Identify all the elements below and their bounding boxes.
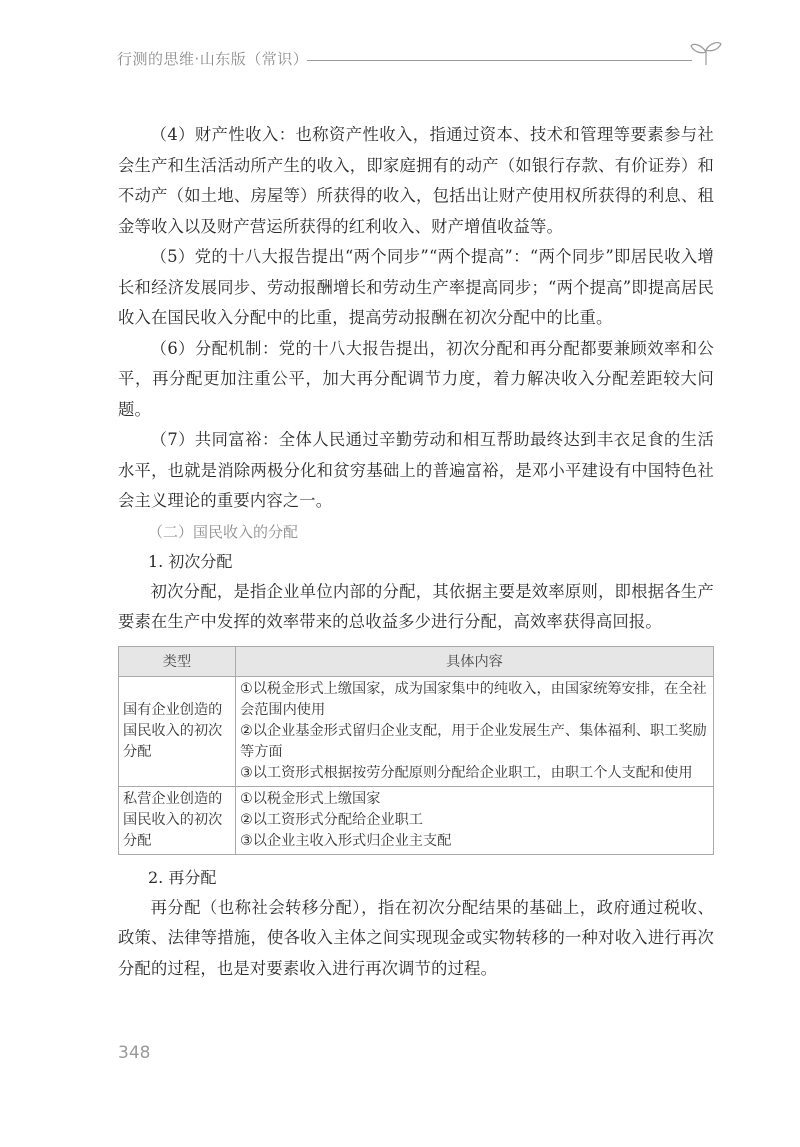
page-content — [118, 120, 714, 984]
header-title: 行测的思维·山东版（常识） — [117, 50, 309, 68]
table-item: ②以工资形式分配给企业职工 — [240, 811, 423, 828]
table-cell-content — [236, 676, 714, 786]
paragraph-two-synchronizations: （5）党的十八大报告提出“两个同步”“两个提高”：“两个同步”即居民收入增长和经济发展同步、劳动报酬增长和劳动生产率提高同步；“两个提高”即提高居民收入在国民收入分配中的比重，提高劳动报酬在初次分配中的比重。 — [118, 247, 714, 327]
paragraph-redistribution: 再分配（也称社会转移分配），指在初次分配结果的基础上，政府通过税收、政策、法律等措施，使各收入主体之间实现现金或实物转移的一种对收入进行再次分配的过程，也是对要素收入进行再次调节的过程。 — [118, 897, 714, 978]
page-number: 348 — [118, 1043, 151, 1063]
table-header-type: 类型 — [119, 646, 236, 676]
table-cell-type: 私营企业创造的国民收入的初次分配 — [119, 786, 236, 854]
page-header — [117, 40, 717, 80]
table-header-row — [119, 646, 714, 676]
table-cell-type: 国有企业创造的国民收入的初次分配 — [119, 676, 236, 786]
table-row — [119, 786, 714, 854]
paragraph-distribution-mechanism: （6）分配机制：党的十八大报告提出，初次分配和再分配都要兼顾效率和公平，再分配更加注重公平，加大再分配调节力度，着力解决收入分配差距较大问题。 — [118, 338, 714, 419]
table-item: ①以税金形式上缴国家 — [240, 790, 381, 807]
table-item: ①以税金形式上缴国家，成为国家集中的纯收入，由国家统筹安排，在全社会范围内使用 — [240, 680, 707, 718]
sprout-icon — [689, 40, 723, 66]
table-cell-content — [236, 786, 714, 854]
table-row — [119, 676, 714, 786]
section-title: （二）国民收入的分配 — [148, 522, 299, 541]
paragraph-property-income: （4）财产性收入：也称资产性收入，指通过资本、技术和管理等要素参与社会生产和生活活动所产生的收入，即家庭拥有的动产（如银行存款、有价证券）和不动产（如土地、房屋等）所获得的收入，包括出让财产使用权所获得的利息、租金等收入以及财产营运所获得的红利收入、财产增值收益等。 — [118, 125, 714, 236]
paragraph-common-prosperity: （7）共同富裕：全体人民通过辛勤劳动和相互帮助最终达到丰衣足食的生活水平，也就是消除两极分化和贫穷基础上的普遍富裕，是邓小平建设有中国特色社会主义理论的重要内容之一。 — [118, 430, 714, 510]
table-item: ③以企业主收入形式归企业主支配 — [240, 832, 452, 849]
table-item: ③以工资形式根据按劳分配原则分配给企业职工，由职工个人支配和使用 — [240, 764, 693, 781]
header-rule — [307, 60, 692, 61]
subsection-title-redistribution: 2. 再分配 — [148, 867, 217, 887]
distribution-table — [118, 646, 714, 855]
table-header-content: 具体内容 — [236, 646, 714, 676]
table-item: ②以企业基金形式留归企业支配，用于企业发展生产、集体福利、职工奖励等方面 — [240, 722, 707, 760]
paragraph-primary-distribution: 初次分配，是指企业单位内部的分配，其依据主要是效率原则，即根据各生产要素在生产中发挥的效率带来的总收益多少进行分配，高效率获得高回报。 — [118, 581, 714, 631]
subsection-title-primary: 1. 初次分配 — [148, 551, 233, 571]
